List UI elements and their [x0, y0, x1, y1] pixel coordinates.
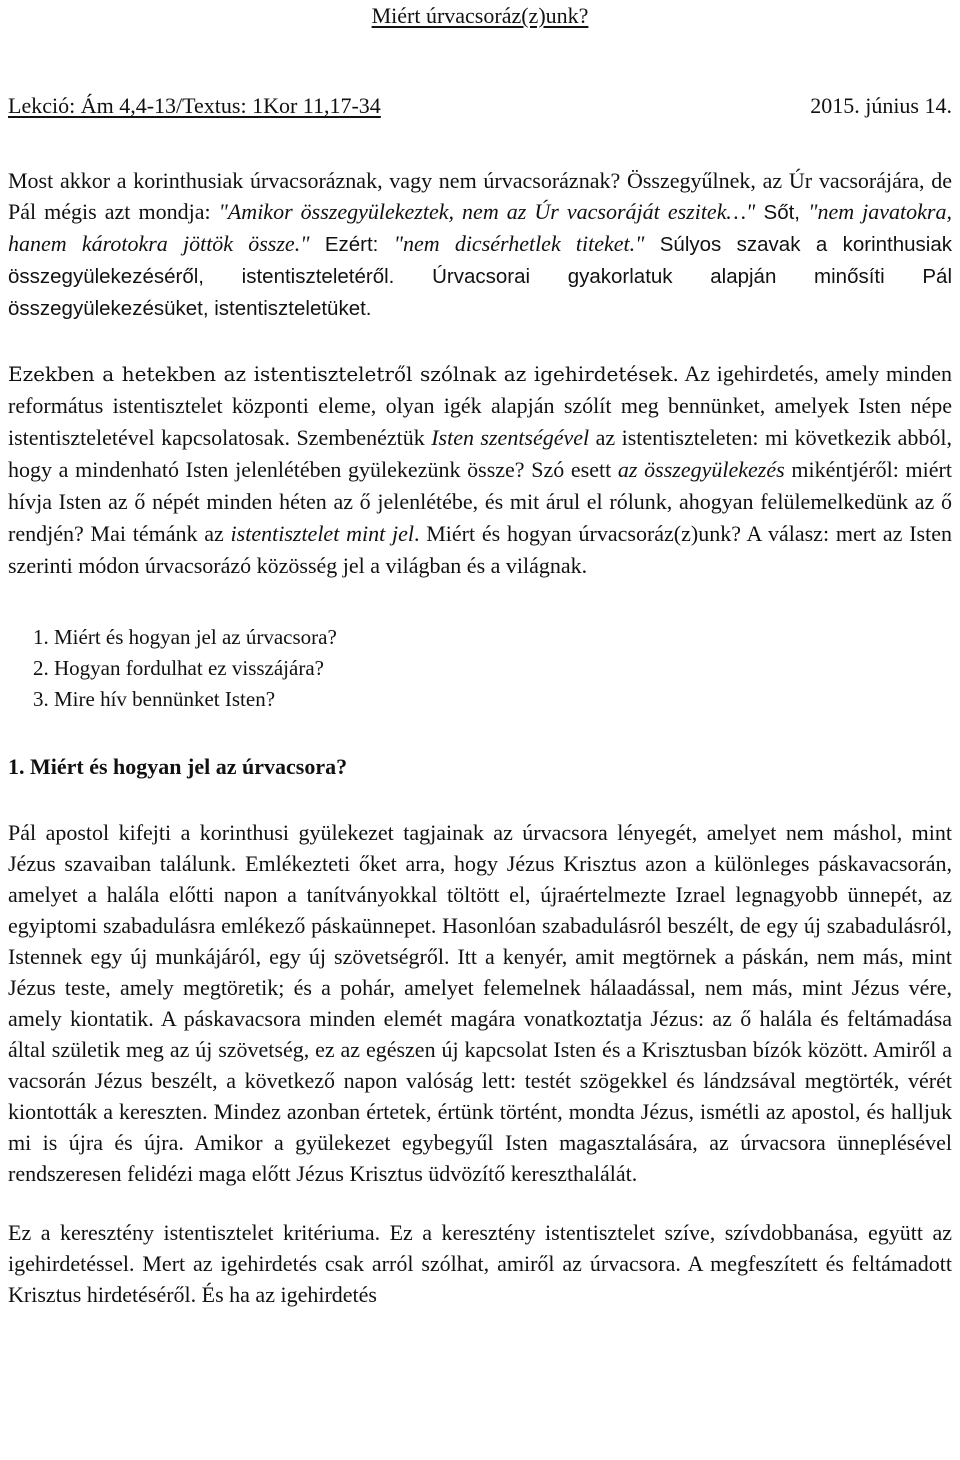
quote-1: "Amikor összegyülekeztek, nem az Úr vacsoráját eszitek…" [218, 199, 756, 224]
outline-number: 3. [33, 687, 49, 711]
context-paragraph [8, 358, 952, 582]
section-1-paragraph: Pál apostol kifejti a korinthusi gyülekezet tagjainak az úrvacsora lényegét, amelyet nem máshol, mint Jézus szavaiban találunk. Emlékezteti őket arra, hogy Jézus Krisztus azon a különleges páskavacsorán, amelyet a halála előtti napon a tanítványokkal töltött el, újraértelmezte Izrael legnagyobb ünnepét, az egyiptomi szabadulásra emlékező páskaünnepet. Hasonlóan szabadulásról beszélt, de egy új szabadulásról, Istennek egy új munkájáról, egy új szövetségről. Itt a kenyér, amit megtörnek a páskán, nem más, mint Jézus teste, amely megtöretik; és a pohár, amelyet felemelnek hálaadással, nem más, mint Jézus vére, amely kiontatik. A páskavacsora minden elemét magára vonatkoztatja Jézus: az ő halála és feltámadása által születik meg az új szövetség, ez az egészen új kapcsolat Isten és a Krisztusban bízók között. Amiről a vacsorán Jézus beszélt, a következő napon valóság lett: testét szögekkel és lándzsával megtörték, vérét kiontották a kereszten. Mindez azonban értetek, értünk történt, mondta Jézus, ismétli az apostol, és halljuk mi is újra és újra. Amikor a gyülekezet egybegyűl Isten magasztalására, az úrvacsora ünneplésével rendszeresen felidézi maga előtt Jézus Krisztus üdvözítő kereszthalálát. [8, 820, 952, 1186]
context-sentence-6: . Miért és hogyan úrvacsoráz(z)unk? A válasz: mert az Isten szerinti módon úrvacsorázó közösség jel a világban és a világnak. [8, 521, 952, 578]
criterion-paragraph: Ez a keresztény istentisztelet kritériuma. Ez a keresztény istentisztelet szíve, szívdobbanása, együtt az igehirdetéssel. Mert az igehirdetés csak arról szólhat, amiről az úrvacsora. A megfeszített és feltámadott Krisztus hirdetéséről. És ha az igehirdetés [8, 1220, 952, 1307]
intro-sentence-heavy-words: Súlyos szavak a korinthusiak összegyülekezéséről, istentiszteletéről. [8, 233, 953, 288]
document-title [8, 0, 952, 34]
outline-number: 2. [33, 656, 49, 680]
quote-2: "nem javatokra, hanem károtokra jöttök össze." [8, 199, 952, 256]
context-sentence-1: Ezekben a hetekben az istentiszteletről szólnak az igehirdetések. [8, 362, 679, 386]
outline-number: 1. [33, 625, 49, 649]
sermon-date: 2015. június 14. [810, 93, 952, 118]
quote-3: "nem dicsérhetlek titeket." [393, 231, 645, 256]
outline-item [33, 684, 952, 715]
context-sentence-3: az istentiszteleten: mi következik abból, hogy a mindenható Isten jelenlétében gyülekezünk össze? [8, 425, 952, 482]
intro-connector-2: Ezért: [309, 233, 394, 256]
section-heading-1: 1. Miért és hogyan jel az úrvacsora? [8, 754, 348, 779]
emphasis-gathering: az összegyülekezés [617, 457, 785, 482]
lection-reference: Lekció: Ám 4,4-13/Textus: 1Kor 11,17-34 [8, 93, 381, 118]
intro-paragraph [8, 165, 952, 324]
intro-connector-1: Sőt, [755, 201, 809, 224]
intro-sentence-assessment: Úrvacsorai gyakorlatuk alapján minősíti Pál összegyülekezésüket, istentiszteletüket. [8, 265, 952, 320]
context-sentence-5: mikéntjéről: miért hívja Isten az ő népét minden héten az ő jelenlétébe, és mit árul el rólunk, ahogyan felülemelkedünk az ő rendjén? Mai témánk az [8, 457, 952, 546]
document-title-text: Miért úrvacsoráz(z)unk? [371, 3, 589, 28]
emphasis-holiness: Isten szentségével [431, 425, 590, 450]
outline-item [33, 622, 952, 653]
outline-item [33, 653, 952, 684]
sermon-header [8, 92, 952, 120]
outline-text: Hogyan fordulhat ez visszájára? [54, 656, 324, 680]
context-sentence-2: Az igehirdetés, amely minden református istentisztelet központi eleme, olyan igék alapján szólít meg bennünket, amelyek Isten népe istentiszteletével kapcsolatosak. Szembenéztük [8, 361, 952, 450]
outline-text: Mire hív bennünket Isten? [54, 687, 276, 711]
emphasis-worship-sign: istentisztelet mint jel [230, 521, 414, 546]
context-sentence-4: Szó esett [524, 457, 618, 482]
outline-text: Miért és hogyan jel az úrvacsora? [54, 625, 337, 649]
sermon-outline [8, 622, 952, 715]
intro-sentence: Most akkor a korinthusiak úrvacsoráznak, vagy nem úrvacsoráznak? Összegyűlnek, az Úr vacsorájára, de Pál mégis azt mondja: [8, 168, 952, 224]
